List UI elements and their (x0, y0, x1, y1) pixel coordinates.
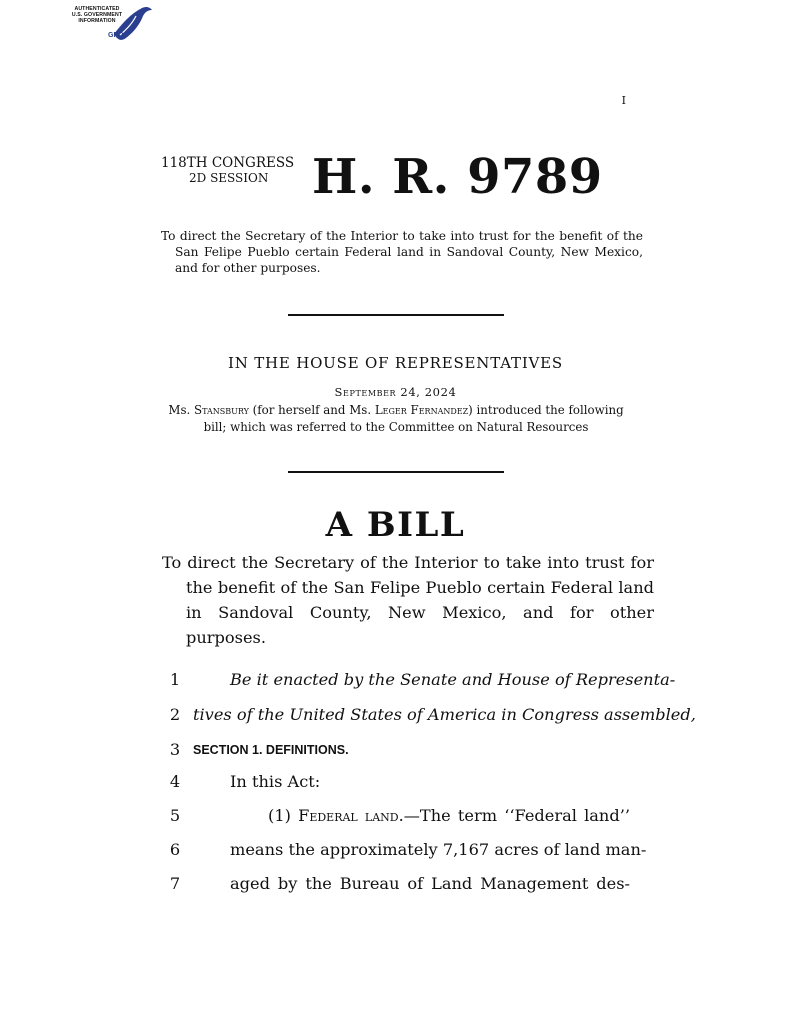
bill-line (0, 772, 791, 798)
definition-text: .—The term ‘‘Federal land’’ (398, 806, 630, 825)
cosponsor-prefix: (for herself and Ms. (248, 403, 375, 417)
line-number: 6 (169, 840, 181, 859)
paragraph-marker: (1) (268, 806, 299, 825)
bill-line (0, 670, 791, 696)
logo-agency: GPO (108, 32, 124, 39)
introduction-date: September 24, 2024 (334, 385, 457, 399)
defined-term: Federal land (298, 806, 399, 825)
sponsor-prefix: Ms. (168, 403, 194, 417)
line-number: 1 (169, 670, 181, 689)
bill-line (0, 740, 791, 766)
bill-line (0, 806, 791, 832)
divider-rule (288, 471, 504, 473)
logo-line-3: INFORMATION (78, 18, 116, 24)
sponsor-name: Stansbury (194, 403, 249, 417)
bill-line (0, 705, 791, 731)
line-text: In this Act: (230, 772, 321, 791)
short-title: To direct the Secretary of the Interior to take into trust for the benefit of the San Felipe Pueblo certain Federal land in Sandoval County, New Mexico, and for other purposes. (161, 229, 643, 275)
logo-line-1: AUTHENTICATED (74, 6, 120, 12)
line-number: 7 (169, 874, 181, 893)
cosponsor-name: Leger Fernandez (374, 403, 469, 417)
bill-line (0, 840, 791, 866)
bill-number: H. R. 9789 (312, 149, 603, 205)
chamber-heading: IN THE HOUSE OF REPRESENTATIVES (227, 354, 564, 372)
bill-line (0, 874, 791, 900)
congress-session (161, 156, 294, 186)
line-number: 5 (169, 806, 181, 825)
line-text: means the approximately 7,167 acres of land man- (230, 840, 647, 859)
page-mark: I (621, 94, 626, 107)
line-text: Be it enacted by the Senate and House of Representa- (230, 670, 676, 689)
long-title: To direct the Secretary of the Interior to take into trust for the benefit of the San Felipe Pueblo certain Federal land in Sandoval County, New Mexico, and for other purposes. (162, 553, 654, 647)
congress-label: 118TH CONGRESS (161, 155, 295, 171)
section-heading: SECTION 1. DEFINITIONS. (193, 743, 349, 757)
line-number: 4 (169, 772, 181, 791)
introduction-statement (168, 402, 624, 436)
line-text: aged by the Bureau of Land Management des- (230, 874, 630, 893)
line-text: tives of the United States of America in Congress assembled, (193, 705, 696, 724)
logo-line-2: U.S. GOVERNMENT (71, 12, 123, 18)
session-label: 2D SESSION (189, 171, 269, 185)
gpo-authentication-logo (64, 4, 154, 50)
line-number: 3 (169, 740, 181, 759)
line-text (268, 806, 630, 825)
divider-rule (288, 314, 504, 316)
referral-text: ) introduced the following bill; which was referred to the Committee on Natural Resources (203, 403, 624, 434)
a-bill-heading: A BILL (325, 505, 466, 545)
line-number: 2 (169, 705, 181, 724)
